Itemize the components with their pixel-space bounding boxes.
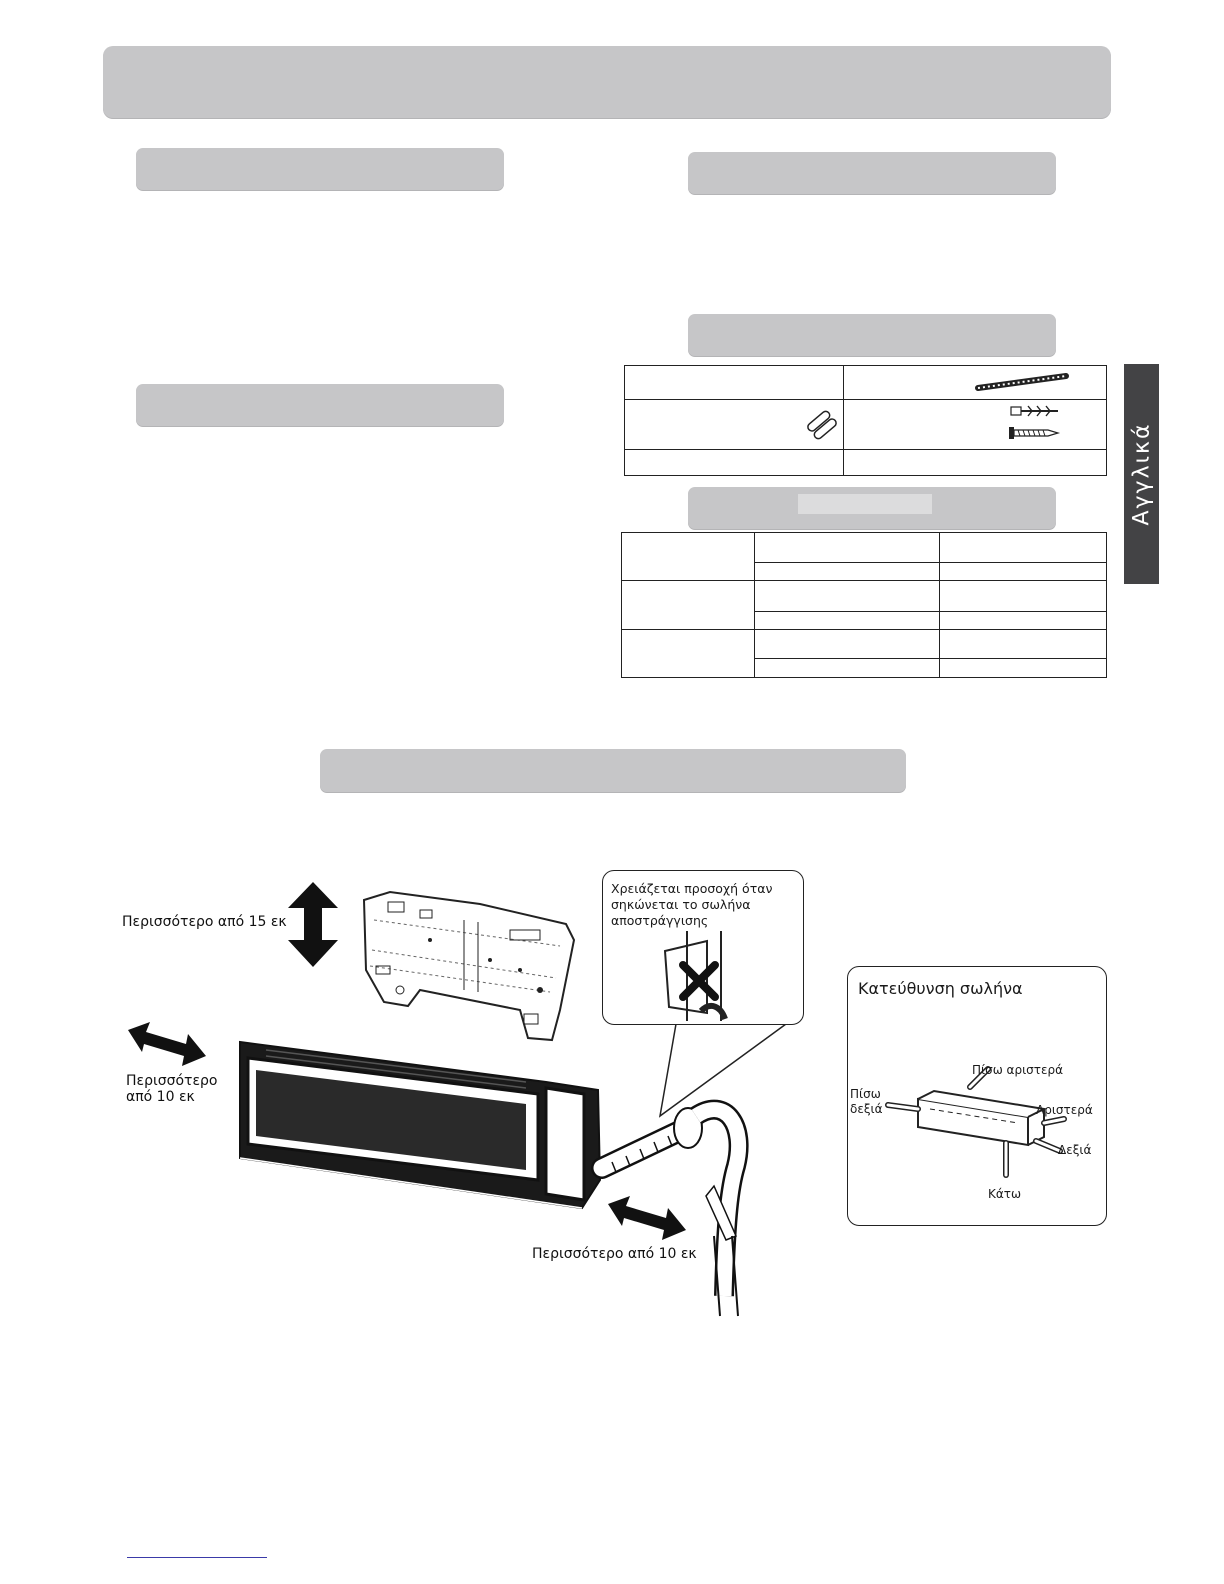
- pipe-rear-right-label-2: δεξιά: [850, 1102, 883, 1116]
- section-header-specs: [688, 487, 1056, 529]
- language-side-tab: [1124, 364, 1159, 584]
- spec-group-3: [622, 630, 755, 678]
- section-header-left-2: [136, 384, 504, 426]
- spec-cell: [755, 563, 940, 581]
- callout-pointer: [656, 1020, 796, 1120]
- drain-caution-callout: [602, 870, 804, 1025]
- section-header-right-1: [688, 152, 1056, 194]
- caution-line-2: σηκώνεται το σωλήνα: [611, 897, 751, 912]
- section-header-specs-inner: [798, 494, 932, 514]
- accessory-cell-2: [844, 366, 1107, 400]
- pipe-right-label: Δεξιά: [1058, 1143, 1092, 1157]
- spec-cell: [940, 563, 1107, 581]
- pipe-rear-right-label-1: Πίσω: [850, 1087, 881, 1101]
- spec-cell: [940, 659, 1107, 678]
- spec-cell: [940, 581, 1107, 612]
- language-tab-label: Αγγλικά: [1129, 422, 1154, 526]
- accessory-cell-6: [844, 450, 1107, 476]
- section-header-left-1: [136, 148, 504, 190]
- spec-cell: [755, 581, 940, 612]
- pipe-left-label: Αριστερά: [1036, 1103, 1093, 1117]
- clearance-left-label-2: από 10 εκ: [126, 1089, 195, 1105]
- pipe-direction-unit-icon: [878, 1063, 1078, 1203]
- caution-line-1: Χρειάζεται προσοχή όταν: [611, 881, 773, 896]
- specs-table: [621, 532, 1107, 678]
- spec-cell: [755, 612, 940, 630]
- accessory-cell-3: [625, 400, 844, 450]
- batteries-icon: [805, 408, 839, 442]
- spec-cell: [940, 612, 1107, 630]
- page-title-bar: [103, 46, 1111, 118]
- hose-icon: [974, 372, 1074, 392]
- pipe-direction-panel: [847, 966, 1107, 1226]
- accessory-cell-5: [625, 450, 844, 476]
- accessories-table: [624, 365, 1107, 476]
- pipe-rear-left-label: Πίσω αριστερά: [972, 1063, 1063, 1077]
- spec-group-1: [622, 533, 755, 581]
- spec-group-2: [622, 581, 755, 630]
- vertical-clearance-arrow-icon: [284, 880, 344, 970]
- right-clearance-arrow-icon: [606, 1194, 690, 1244]
- clearance-left-label-1: Περισσότερο: [126, 1073, 218, 1089]
- section-header-installation: [320, 749, 906, 792]
- screw-icon: [1008, 426, 1060, 440]
- accessory-cell-4: [844, 400, 1107, 450]
- pipe-direction-title: Κατεύθυνση σωλήνα: [858, 979, 1023, 998]
- section-header-accessories: [688, 314, 1056, 356]
- caution-text: [611, 881, 772, 929]
- clearance-right-label: Περισσότερο από 10 εκ: [532, 1246, 697, 1262]
- pipe-down-label: Κάτω: [988, 1187, 1022, 1201]
- accessory-cell-1: [625, 366, 844, 400]
- footer-rule: [127, 1557, 267, 1558]
- spec-cell: [755, 659, 940, 678]
- clearance-top-label: Περισσότερο από 15 εκ: [122, 914, 287, 930]
- caution-line-3: αποστράγγισης: [611, 913, 709, 928]
- wall-plug-icon: [1010, 404, 1060, 418]
- spec-cell: [755, 533, 940, 563]
- left-clearance-arrow-icon: [126, 1020, 210, 1070]
- spec-cell: [755, 630, 940, 659]
- spec-cell: [940, 630, 1107, 659]
- indoor-unit-icon: [226, 1030, 606, 1220]
- mounting-plate-icon: [360, 880, 580, 1050]
- wrong-drain-icon: [651, 931, 751, 1021]
- spec-cell: [940, 533, 1107, 563]
